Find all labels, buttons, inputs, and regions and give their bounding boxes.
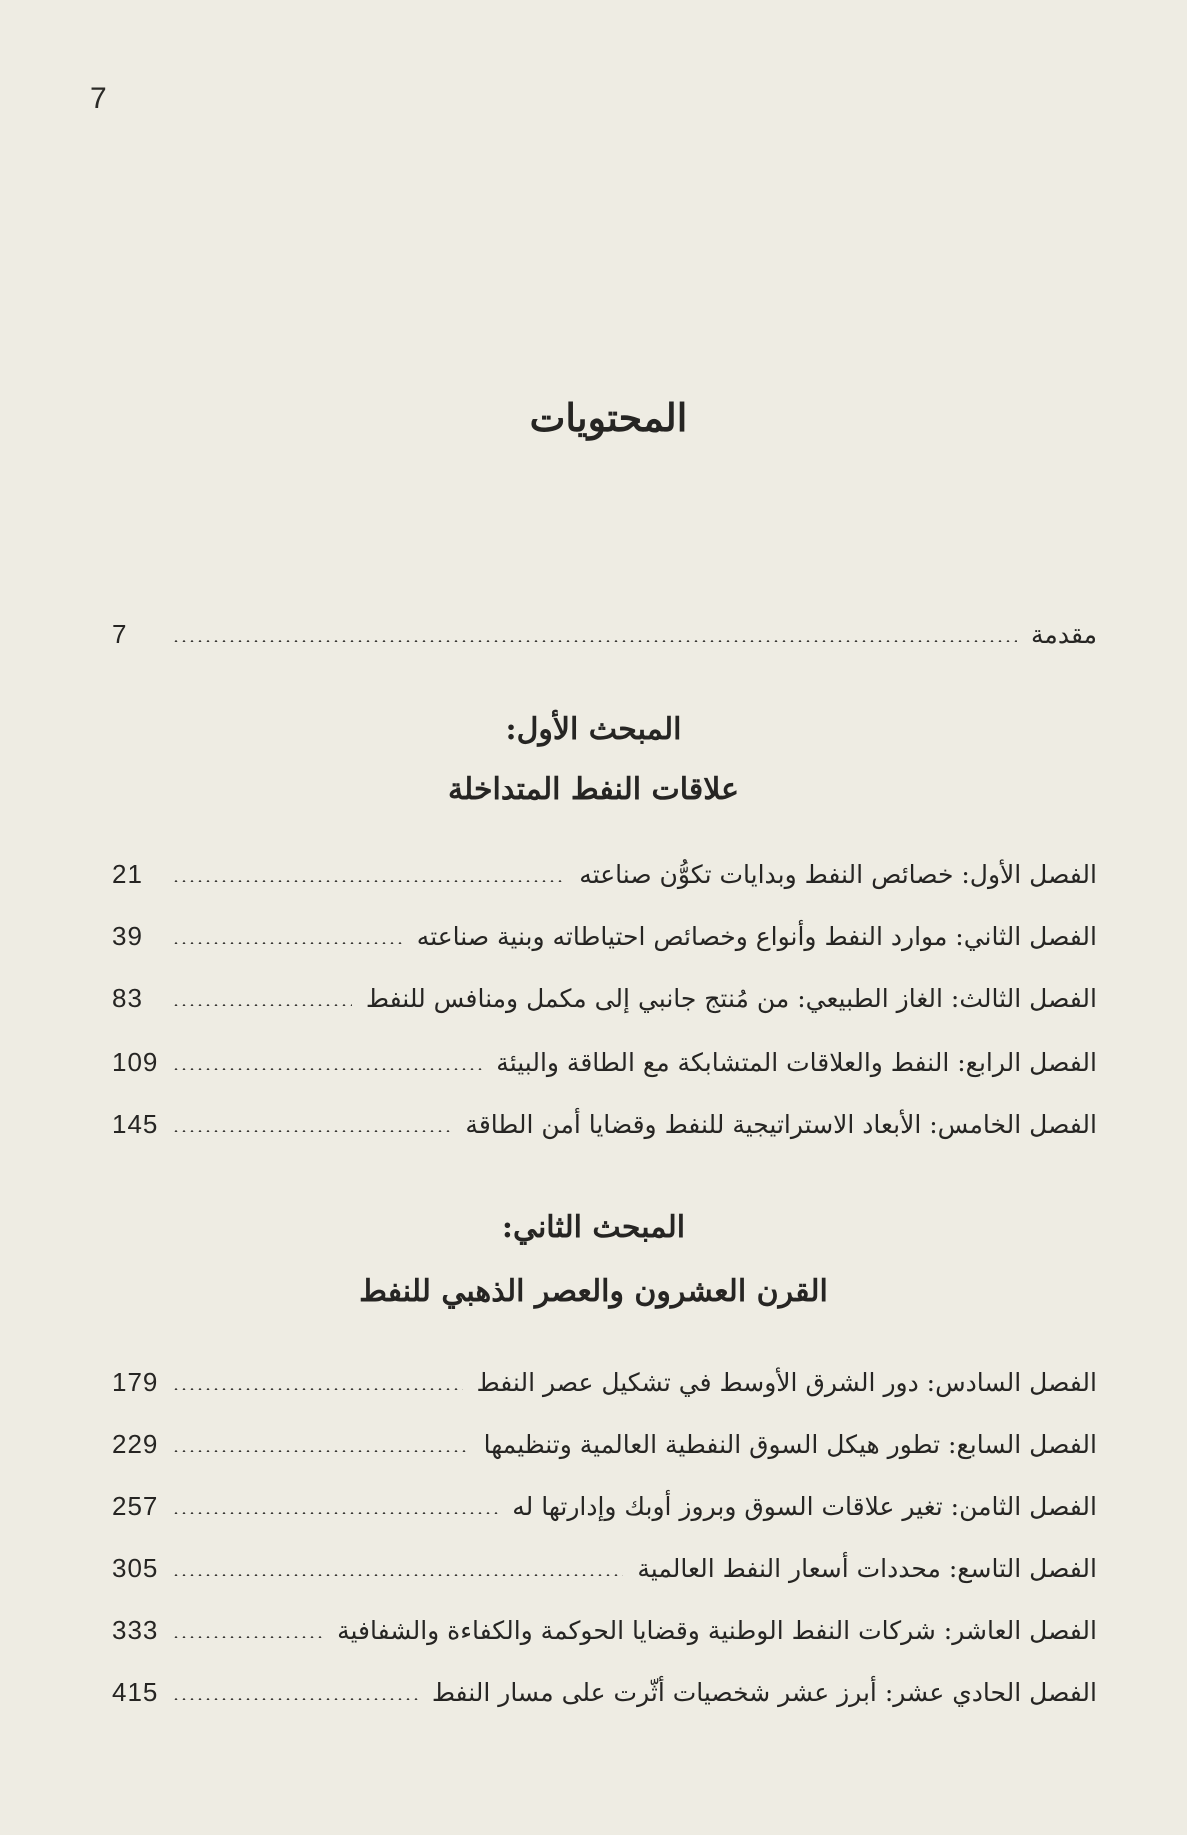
toc-entry-chapter-10[interactable] <box>112 1608 1097 1652</box>
toc-page-number: 145 <box>112 1108 159 1139</box>
toc-page-number: 257 <box>112 1490 159 1521</box>
toc-page-number: 305 <box>112 1552 159 1583</box>
dot-leader <box>172 942 403 944</box>
toc-entry-label: الفصل السادس: دور الشرق الأوسط في تشكيل عصر النفط <box>476 1367 1097 1397</box>
page-number: 7 <box>90 82 107 115</box>
dot-leader <box>172 1574 623 1576</box>
toc-entry-chapter-4[interactable] <box>112 1040 1097 1084</box>
toc-entry-label: الفصل الرابع: النفط والعلاقات المتشابكة مع الطاقة والبيئة <box>496 1047 1097 1077</box>
toc-page-number: 83 <box>112 982 143 1013</box>
dot-leader <box>172 1450 470 1452</box>
dot-leader <box>172 1512 498 1514</box>
toc-entry-label: الفصل الخامس: الأبعاد الاستراتيجية للنفط وقضايا أمن الطاقة <box>465 1109 1097 1139</box>
toc-entry-chapter-11[interactable] <box>112 1670 1097 1714</box>
toc-entry-label: الفصل العاشر: شركات النفط الوطنية وقضايا الحوكمة والكفاءة والشفافية <box>337 1615 1097 1645</box>
toc-entry-chapter-9[interactable] <box>112 1546 1097 1590</box>
toc-page-number: 333 <box>112 1614 159 1645</box>
dot-leader <box>172 1130 451 1132</box>
toc-entry-chapter-5[interactable] <box>112 1102 1097 1146</box>
toc-page-number: 109 <box>112 1046 159 1077</box>
toc-entry-label: الفصل الحادي عشر: أبرز عشر شخصيات أثّرت على مسار النفط <box>431 1677 1097 1707</box>
section-2-heading: المبحث الثاني: <box>501 1210 686 1245</box>
toc-page-number: 229 <box>112 1428 159 1459</box>
toc-entry-chapter-8[interactable] <box>112 1484 1097 1528</box>
toc-entry-label: الفصل التاسع: محددات أسعار النفط العالمية <box>637 1553 1097 1583</box>
section-2-subtitle: القرن العشرون والعصر الذهبي للنفط <box>359 1274 828 1309</box>
toc-entry-label: الفصل الثاني: موارد النفط وأنواع وخصائص احتياطاته وبنية صناعته <box>416 921 1097 951</box>
toc-entry-label: الفصل السابع: تطور هيكل السوق النفطية العالمية وتنظيمها <box>483 1429 1097 1459</box>
toc-page-number: 7 <box>112 618 128 649</box>
toc-entry-label: الفصل الثامن: تغير علاقات السوق وبروز أوبك وإدارتها له <box>512 1491 1097 1521</box>
page-title: المحتويات <box>529 395 688 440</box>
toc-entry-chapter-7[interactable] <box>112 1422 1097 1466</box>
toc-entry-intro[interactable] <box>112 612 1097 656</box>
dot-leader <box>172 1636 323 1638</box>
dot-leader <box>172 1698 418 1700</box>
section-1-heading: المبحث الأول: <box>505 712 682 747</box>
dot-leader <box>172 1388 463 1390</box>
toc-entry-chapter-3[interactable] <box>112 976 1097 1020</box>
toc-page-number: 39 <box>112 920 143 951</box>
toc-page-number: 179 <box>112 1366 159 1397</box>
section-1-subtitle: علاقات النفط المتداخلة <box>447 772 740 807</box>
dot-leader <box>172 1068 482 1070</box>
toc-page-number: 21 <box>112 858 143 889</box>
dot-leader <box>172 1004 352 1006</box>
toc-entry-label: مقدمة <box>1031 619 1097 649</box>
toc-entry-chapter-2[interactable] <box>112 914 1097 958</box>
dot-leader <box>172 640 1017 642</box>
dot-leader <box>172 880 565 882</box>
toc-entry-label: الفصل الأول: خصائص النفط وبدايات تكوُّن صناعته <box>579 859 1097 889</box>
toc-entry-chapter-6[interactable] <box>112 1360 1097 1404</box>
toc-page-number: 415 <box>112 1676 159 1707</box>
toc-entry-label: الفصل الثالث: الغاز الطبيعي: من مُنتج جانبي إلى مكمل ومنافس للنفط <box>365 983 1097 1013</box>
toc-entry-chapter-1[interactable] <box>112 852 1097 896</box>
